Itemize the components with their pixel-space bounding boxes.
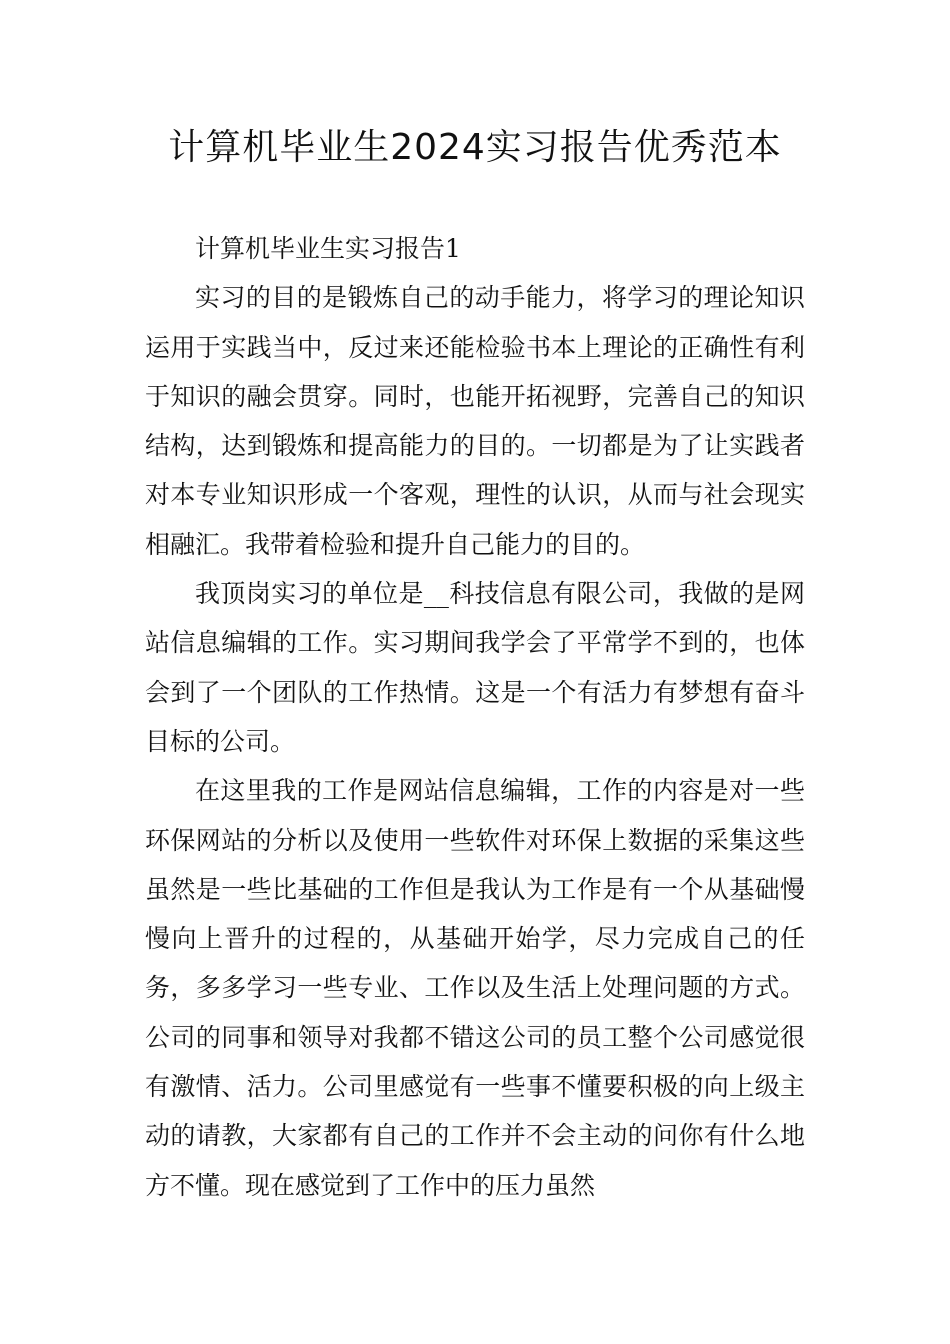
- document-body: [145, 224, 805, 1210]
- document-title: 计算机毕业生2024实习报告优秀范本: [168, 127, 782, 168]
- section-heading: 计算机毕业生实习报告1: [195, 234, 461, 263]
- paragraph-company: 我顶岗实习的单位是__科技信息有限公司，我做的是网站信息编辑的工作。实习期间我学会了平常学不到的，也体会到了一个团队的工作热情。这是一个有活力有梦想有奋斗目标的公司。: [145, 579, 805, 756]
- paragraph-purpose: 实习的目的是锻炼自己的动手能力，将学习的理论知识运用于实践当中，反过来还能检验书本上理论的正确性有利于知识的融会贯穿。同时，也能开拓视野，完善自己的知识结构，达到锻炼和提高能力的目的。一切都是为了让实践者对本专业知识形成一个客观，理性的认识，从而与社会现实相融汇。我带着检验和提升自己能力的目的。: [145, 283, 805, 559]
- paragraph-work: 在这里我的工作是网站信息编辑，工作的内容是对一些环保网站的分析以及使用一些软件对环保上数据的采集这些虽然是一些比基础的工作但是我认为工作是有一个从基础慢慢向上晋升的过程的，从基础开始学，尽力完成自己的任务，多多学习一些专业、工作以及生活上处理问题的方式。公司的同事和领导对我都不错这公司的员工整个公司感觉很有激情、活力。公司里感觉有一些事不懂要积极的向上级主动的请教，大家都有自己的工作并不会主动的问你有什么地方不懂。现在感觉到了工作中的压力虽然: [145, 776, 805, 1200]
